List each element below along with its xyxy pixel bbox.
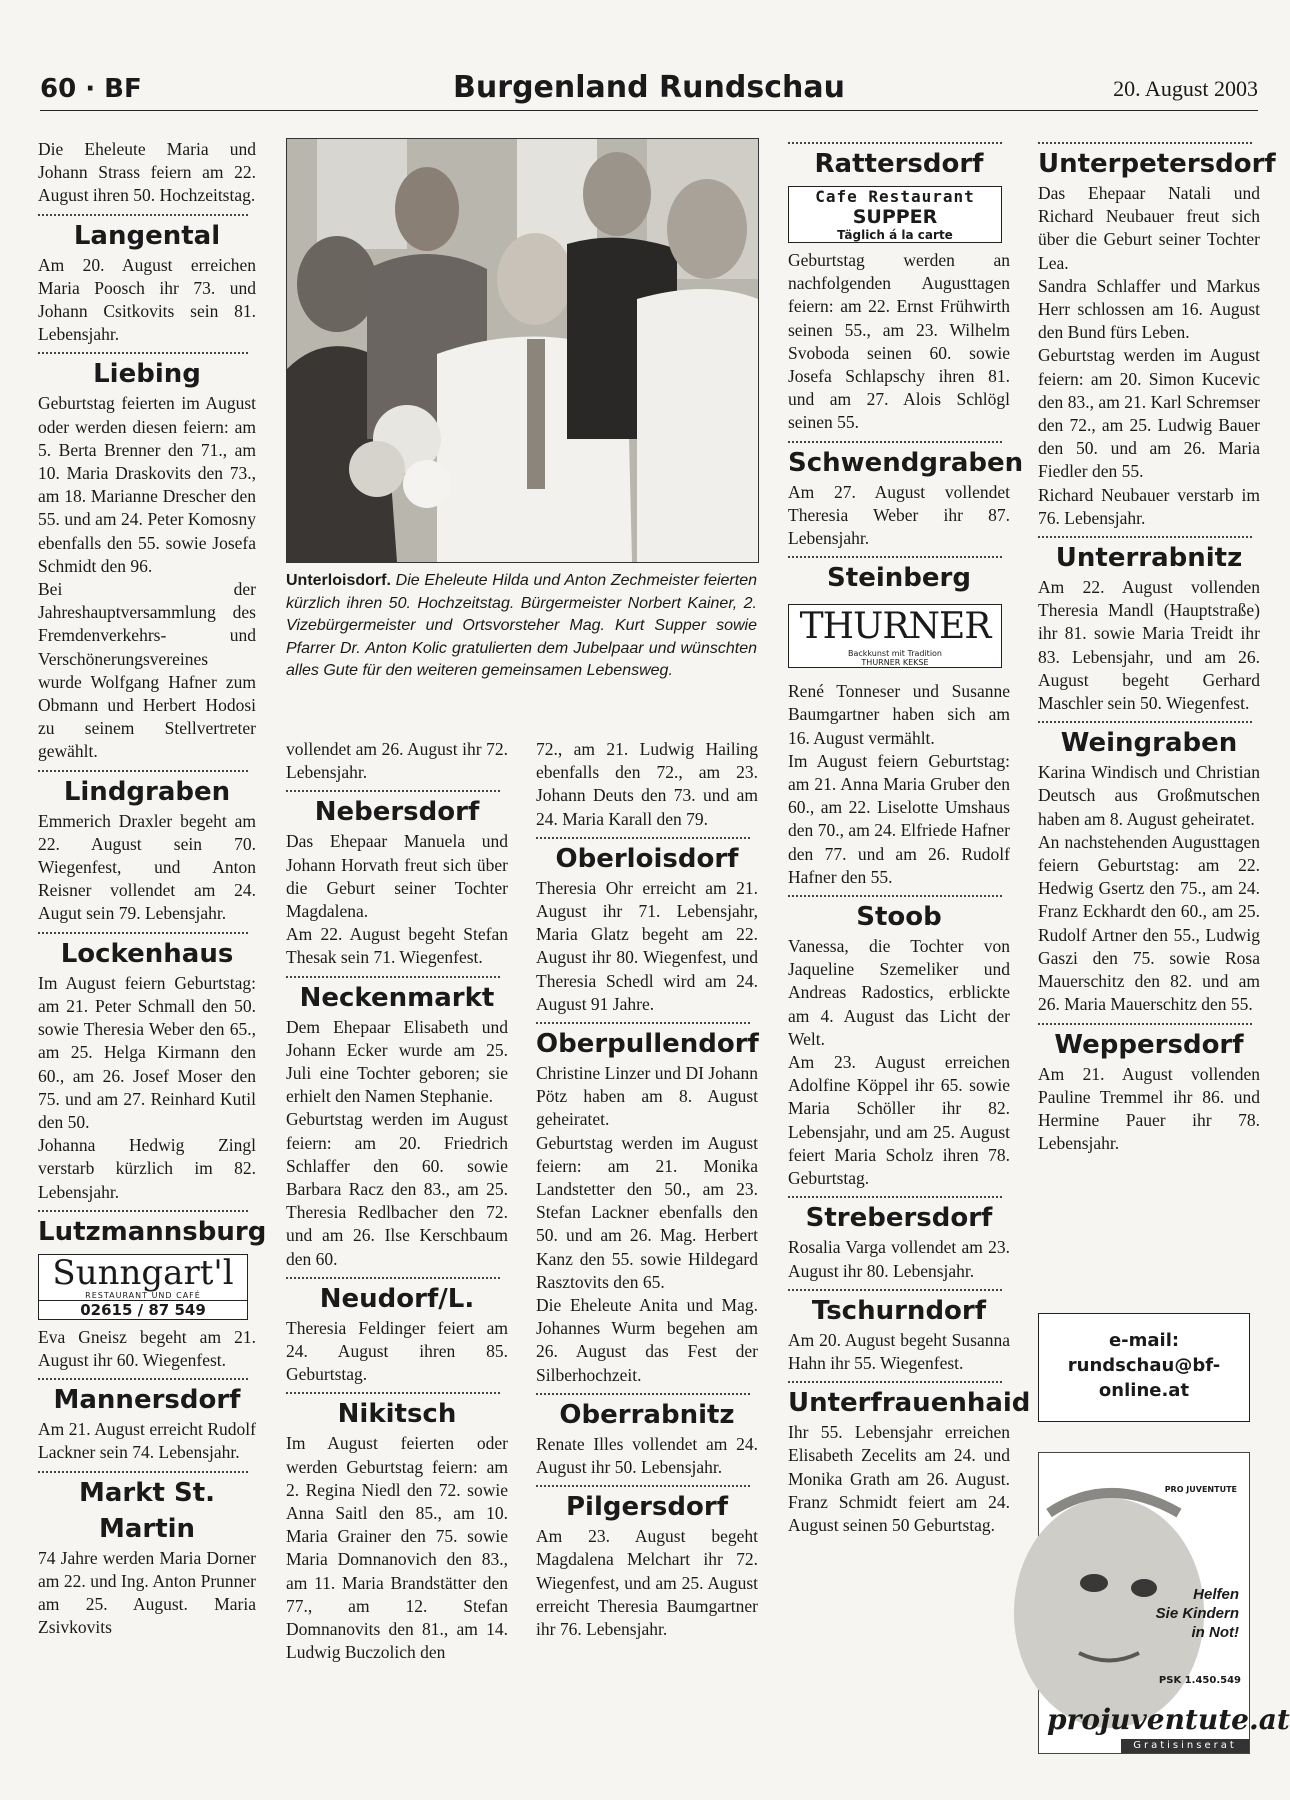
divider [286,1277,500,1279]
article-text: Geburtstag werden im August feiern: am 20. Simon Kucevic den 83., am 21. Karl Schremser den 72., am 25. Ludwig Bauer den 50. und am 26. Maria Fiedler den 55. [1038,345,1260,482]
section-heading: Schwendgraben [788,447,1024,478]
section-heading: Liebing [93,359,201,390]
ad-subtitle: Backkunst mit Tradition [847,649,943,659]
article-text: Geburtstag werden im August feiern: am 20. Friedrich Schlaffer den 60. sowie Barbara Racz den 83., am 25. Theresia Redlbacher den 72. und am 26. Ilse Kerschbaum den 60. [286,1109,508,1269]
article-text: Am 21. August vollenden Pauline Tremmel ihr 86. und Hermine Pauer ihr 78. Lebensjahr. [1038,1063,1260,1154]
section-heading: Neckenmarkt [299,982,495,1013]
caption-text: Die Eheleute Hilda und Anton Zechmeister feierten kürzlich ihren 50. Hochzeitstag. Bürgermeister Norbert Kainer, 2. Vizebürgermeister und Ortsvorsteher Mag. Kurt Supper sowie Pfarrer Dr. Anton Kolic gratulierten dem Jubelpaar und wünschten alles Gute für den weiteren gemeinsamen Lebensweg. [286,572,758,679]
article-text: Christine Linzer und DI Johann Pötz haben am 8. August geheiratet. [536,1063,758,1130]
section-heading: Unterpetersdorf [1038,149,1276,179]
newspaper-title: Burgenland Rundschau [453,70,845,105]
ad-cafe-supper [788,186,1002,243]
article-text: Theresia Ohr erreicht am 21. August ihr 71. Lebensjahr, Maria Glatz begeht am 22. August ihr 80. Wiegenfest, und Theresia Schedl wird am 24. August 91 Jahre. [536,877,758,1014]
ad-line: Täglich á la carte [837,228,953,242]
article-text: Geburtstag feierten im August oder werden diesen feiern: am 5. Berta Brenner den 71., am 10. Maria Draskovits den 73., am 18. Marianne Drescher den 55. und am 24. Peter Komosny ebenfalls den 55. sowie Josefa Schmidt den 96. [38,393,256,576]
section-heading: Oberpullendorf [536,1029,759,1060]
article-text: Emmerich Draxler begeht am 22. August sein 70. Wiegenfest, und Anton Reisner vollendet am 24. Augut sein 79. Lebensjahr. [38,810,256,924]
divider [38,1210,248,1212]
article-text: Karina Windisch und Christian Deutsch aus Großmutschen haben am 8. August geheiratet. [1038,762,1260,829]
projuventute-slogan [1156,1585,1239,1642]
article-text: Am 22. August vollenden Theresia Mandl (Hauptstraße) ihr 81. sowie Maria Treidt ihr 83. Lebensjahr, und am 26. August begeht Gerhard Maschler sein 50. Wiegenfest. [1038,577,1260,714]
article-text: Bei der Jahreshauptversammlung des Fremdenverkehrs- und Verschönerungsvereines wurde Wolfgang Hafner zum Obmann und Herbert Hodosi zu seinem Stellvertreter gewählt. [38,579,256,762]
section-heading: Steinberg [827,563,971,594]
slogan-line: in Not! [1191,1624,1239,1641]
section-heading: Oberloisdorf [555,843,739,874]
divider [1038,142,1252,144]
group-photo [286,138,759,563]
divider [788,1381,1002,1383]
divider [536,1393,750,1395]
article-text: Am 23. August erreichen Adolfine Köppel ihr 65. sowie Maria Schöller ihr 82. Lebensjahr, und am 25. August feiert Maria Scholz ihren 78. Geburtstag. [788,1052,1010,1189]
page-header [40,70,1258,111]
ad-line: Cafe Restaurant [815,187,975,206]
article-text: Vanessa, die Tochter von Jaqueline Szemeliker und Andreas Radostics, erblickte am 4. August das Licht der Welt. [788,936,1010,1049]
issue-date: 20. August 2003 [1113,76,1258,101]
psk-account: PSK 1.450.549 [1158,1675,1241,1686]
ad-name: SUPPER [852,206,938,228]
divider [788,556,1002,558]
section-heading: Oberrabnitz [559,1399,735,1430]
article-text: Richard Neubauer verstarb im 76. Lebensjahr. [1038,484,1260,528]
divider [1038,536,1252,538]
article-text: Die Eheleute Anita und Mag. Johannes Wurm begehen am 26. August das Fest der Silberhochzeit. [536,1295,758,1385]
column-4 [788,138,1031,1760]
section-heading: Unterfrauenhaid [788,1388,1031,1419]
section-heading: Nikitsch [337,1399,457,1430]
article-text: Ihr 55. Lebensjahr erreichen Elisabeth Zecelits am 24. und Monika Grath am 26. August. Franz Schmidt feiert am 24. August seinen 50 Geburtstag. [788,1422,1010,1535]
article-text: 72., am 21. Ludwig Hailing ebenfalls den 72., am 23. Johann Deuts den 73. und am 24. Maria Karall den 79. [536,739,758,829]
section-heading: Mannersdorf [53,1385,241,1416]
article-text: Rosalia Varga vollendet am 23. August ihr 80. Lebensjahr. [788,1237,1010,1281]
divider [536,1485,750,1487]
article-text: Im August feiern Geburtstag: am 21. Anna Maria Gruber den 60., am 22. Liselotte Umshaus den 70., am 24. Elfriede Hafner den 77. und am 26. Rudolf Hafner den 55. [788,750,1010,887]
column-1 [38,138,267,1760]
article-text: Am 20. August erreichen Maria Poosch ihr 73. und Johann Csitkovits sein 81. Lebensjahr. [38,254,256,345]
article-text: Am 22. August begeht Stefan Thesak sein 71. Wiegenfest. [286,924,508,968]
divider [286,790,500,792]
email-address-line: rundschau@bf- [1067,1355,1221,1376]
divider [38,352,248,354]
page-number: 60 · BF [40,74,142,104]
article-text: Theresia Feldinger feiert am 24. August ihren 85. Geburtstag. [286,1317,508,1385]
divider [1038,721,1252,723]
article-text: Im August feiern Geburtstag: am 21. Peter Schmall den 50. sowie Theresia Weber den 65., am 25. Helga Kirmann den 60., am 26. Josef Moser den 75. und am 27. Reinhard Kutil den 50. [38,972,256,1132]
section-heading: Nebersdorf [314,797,480,828]
article-text: Am 23. August begeht Magdalena Melchart ihr 72. Wiegenfest, und am 25. August erreicht Theresia Baumgartner ihr 76. Lebensjahr. [536,1526,758,1640]
divider [536,1022,750,1024]
caption-place: Unterloisdorf. [286,572,391,589]
article-text: Am 27. August vollendet Theresia Weber ihr 87. Lebensjahr. [788,481,1010,549]
article-text: Johanna Hedwig Zingl verstarb kürzlich im 82. Lebensjahr. [38,1135,256,1202]
divider [38,770,248,772]
section-heading: Weppersdorf [1054,1029,1244,1060]
divider [536,837,750,839]
article-text: René Tonneser und Susanne Baumgartner haben sich am 16. August vermählt. [788,681,1010,748]
section-heading: Weingraben [1060,728,1238,759]
divider [38,214,248,216]
slogan-line: Sie Kindern [1155,1605,1239,1622]
section-heading: Lindgraben [63,776,231,807]
email-address-line: online.at [1098,1380,1190,1401]
article-text: Am 20. August begeht Susanna Hahn ihr 55. Wiegenfest. [788,1329,1010,1373]
article-text: Geburtstag werden an nachfolgenden Augusttagen feiern: am 22. Ernst Frühwirth seinen 55., am 23. Wilhelm Svoboda seinen 60. sowie Josefa Schlapschy ihren 81. und am 27. Alois Schlögl seinen 55. [788,250,1010,433]
projuventute-brand: PRO JUVENTUTE [1164,1485,1237,1494]
divider [286,1392,500,1394]
section-heading: Pilgersdorf [565,1492,729,1523]
divider [788,441,1002,443]
section-heading: Markt St. Martin [78,1477,216,1544]
column-5 [1038,138,1276,1298]
ad-sunngartl [38,1254,248,1320]
photo-caption [286,570,757,683]
article-text: Das Ehepaar Natali und Richard Neubauer freut sich über die Geburt seiner Tochter Lea. [1038,183,1260,273]
section-heading: Stoob [856,902,942,933]
ad-thurner [788,604,1002,668]
article-text: Am 21. August erreicht Rudolf Lackner sein 74. Lebensjahr. [38,1419,256,1463]
section-heading: Unterrabnitz [1055,543,1243,574]
divider [788,895,1002,897]
section-heading: Strebersdorf [805,1203,993,1234]
section-heading: Lockenhaus [60,938,234,969]
section-heading: Tschurndorf [811,1295,987,1326]
email-box [1038,1313,1250,1422]
ad-phone: 02615 / 87 549 [39,1300,247,1319]
email-label: e-mail: [1108,1330,1180,1351]
article-text: Geburtstag werden im August feiern: am 21. Monika Landstetter den 50., am 23. Stefan Lackner ebenfalls den 50. und am 26. Mag. Herbert Kanz den 55. sowie Hildegard Rasztovits den 65. [536,1132,758,1292]
photo-illustration [287,139,758,562]
section-heading: Neudorf/L. [319,1283,475,1314]
article-text: Die Eheleute Maria und Johann Strass feiern am 22. August ihren 50. Hochzeitstag. [38,139,256,206]
divider [788,1289,1002,1291]
article-text: Renate Illes vollendet am 24. August ihr 50. Lebensjahr. [536,1433,758,1478]
divider [38,1378,248,1380]
ad-strip: THURNER KEKSE [861,658,929,668]
column-2 [286,738,508,1760]
section-heading: Lutzmannsburg [38,1216,267,1247]
divider [38,932,248,934]
article-text: An nachstehenden Augusttagen feiern Geburtstag: am 22. Hedwig Gsertz den 75., am 24. Franz Eckhardt den 60., am 25. Rudolf Artner den 55., Ludwig Gaszi den 75. sowie Rosa Mauerschitz den 82. und am 26. Maria Mauerschitz den 55. [1038,831,1260,1015]
divider [1038,1023,1252,1025]
article-text: vollendet am 26. August ihr 72. Lebensjahr. [286,739,508,783]
gratisinserat-strip: Gratisinserat [1121,1739,1249,1753]
divider [788,142,1002,144]
slogan-line: Helfen [1193,1586,1239,1603]
article-text: Dem Ehepaar Elisabeth und Johann Ecker wurde am 25. Juli eine Tochter geboren; sie erhielt den Namen Stephanie. [286,1016,508,1107]
article-text: Sandra Schlaffer und Markus Herr schlossen am 16. August den Bund fürs Leben. [1038,275,1260,343]
article-text: Im August feierten oder werden Geburtstag feiern: am 2. Regina Niedl den 72. sowie Anna Saitl den 85., am 10. Maria Grainer den 75. sowie Maria Domnanovich den 83., am 11. Maria Brandstätter den 77., am 12. Stefan Domnanovits den 81., am 14. Ludwig Buczolich den [286,1433,508,1663]
ad-name: Sunngart'l [52,1252,234,1293]
article-text: Das Ehepaar Manuela und Johann Horvath freut sich über die Geburt seiner Tochter Magdalena. [286,831,508,922]
ad-subtitle: RESTAURANT UND CAFÉ [85,1290,201,1300]
section-heading: Langental [73,220,221,251]
projuventute-ad [1038,1452,1290,1754]
section-heading: Rattersdorf [814,149,984,179]
article-text: 74 Jahre werden Maria Dorner am 22. und Ing. Anton Prunner am 25. August. Maria Zsivkovits [38,1547,256,1638]
divider [788,1196,1002,1198]
divider [38,1471,248,1473]
projuventute-logo: projuventute.at [1047,1703,1290,1736]
article-text: Eva Gneisz begeht am 21. August ihr 60. Wiegenfest. [38,1326,256,1370]
column-3 [536,738,758,1760]
divider [286,976,500,978]
ad-name: THURNER [799,606,991,648]
